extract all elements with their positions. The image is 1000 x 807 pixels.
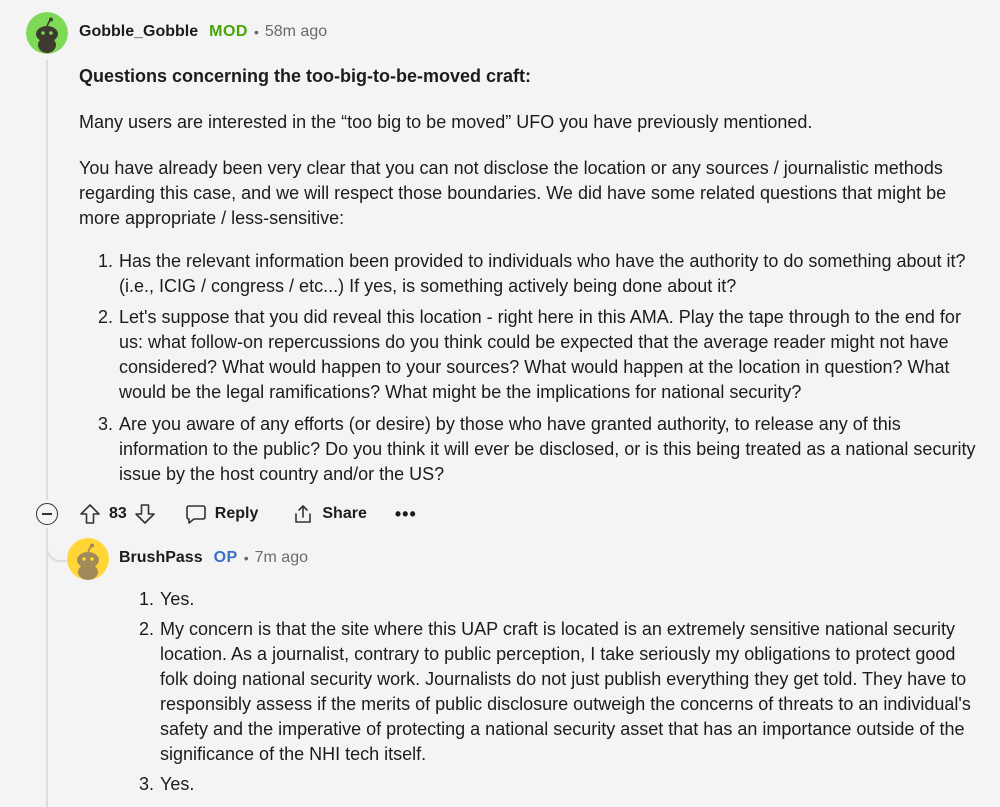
list-text: My concern is that the site where this UAP craft is located is an extremely sensitive national security location. As a journalist, contrary to public perception, I take seriously my obligations to protect good folk doing national security work. Journalists do not just publish everything they get told. They have to responsibly assess if the merits of public disclosure outweigh the concerns of threats to an individual's safety and the imperative of protecting a national security asset that has an importance outside of the significance of the NHI tech itself. <box>160 619 971 764</box>
comment-paragraph: You have already been very clear that you can not disclose the location or any sources / journalistic methods regarding this case, and we will respect those boundaries. We did have some related questions that might be more appropriate / less-sensitive: <box>79 158 947 228</box>
timestamp[interactable]: 58m ago <box>264 23 328 40</box>
list-number: 1. <box>138 589 154 609</box>
list-item <box>79 305 979 405</box>
more-options-button[interactable]: ••• <box>394 503 417 524</box>
upvote-arrow-icon <box>79 503 101 525</box>
upvote-button[interactable] <box>79 503 101 525</box>
comment-action-bar <box>36 499 417 529</box>
comment-paragraph: Many users are interested in the “too big to be moved” UFO you have previously mentioned. <box>79 112 813 132</box>
thread-line[interactable] <box>46 60 48 500</box>
list-item <box>79 249 979 299</box>
separator: • <box>253 24 259 40</box>
collapse-button[interactable] <box>36 503 58 525</box>
list-item <box>120 587 980 612</box>
list-number: 2. <box>97 307 113 327</box>
list-item <box>79 412 979 487</box>
list-number: 2. <box>138 619 154 639</box>
list-number: 3. <box>97 414 113 434</box>
snoo-avatar-icon <box>26 12 68 54</box>
username[interactable]: BrushPass <box>119 549 203 566</box>
list-text: Yes. <box>160 589 195 609</box>
share-button[interactable] <box>292 503 366 525</box>
comment-meta <box>119 549 308 567</box>
list-number: 1. <box>97 251 113 271</box>
list-text: Yes. <box>160 774 195 794</box>
reply-button[interactable] <box>185 503 259 525</box>
timestamp[interactable]: 7m ago <box>254 549 308 566</box>
share-icon <box>292 503 314 525</box>
list-item <box>120 772 980 797</box>
list-text: Let's suppose that you did reveal this location - right here in this AMA. Play the tape through to the end for us: what follow-on repercussions do you think could be expected that the average reader might not have considered? What would happen to your sources? What would happen at the location in question? What would be the legal ramifications? What might be the implications for national security? <box>119 307 961 402</box>
list-number: 3. <box>138 774 154 794</box>
reply-body <box>120 587 980 802</box>
vote-score: 83 <box>109 505 127 522</box>
comment-meta <box>79 23 327 41</box>
reply-label: Reply <box>214 505 259 522</box>
downvote-button[interactable] <box>134 503 156 525</box>
list-text: Has the relevant information been provided to individuals who have the authority to do something about it? (i.e., ICIG / congress / etc...) If yes, is something actively being done about it? <box>119 251 966 296</box>
list-text: Are you aware of any efforts (or desire) by those who have granted authority, to release any of this information to the public? Do you think it will ever be disclosed, or is this being treated as a national security issue by the host country and/or the US? <box>119 414 976 484</box>
username[interactable]: Gobble_Gobble <box>79 23 199 40</box>
snoo-avatar-icon <box>67 538 109 580</box>
separator: • <box>243 550 249 566</box>
comment-bubble-icon <box>185 503 207 525</box>
mod-badge: MOD <box>209 23 248 40</box>
collapse-minus-icon <box>42 513 52 515</box>
avatar[interactable] <box>26 12 68 54</box>
comment-heading: Questions concerning the too-big-to-be-moved craft: <box>79 66 532 86</box>
downvote-arrow-icon <box>134 503 156 525</box>
avatar[interactable] <box>67 538 109 580</box>
share-label: Share <box>322 505 367 522</box>
comment-body <box>79 64 979 252</box>
op-badge: OP <box>213 549 238 566</box>
list-item <box>120 617 980 767</box>
reply-thread-line[interactable] <box>46 530 48 807</box>
